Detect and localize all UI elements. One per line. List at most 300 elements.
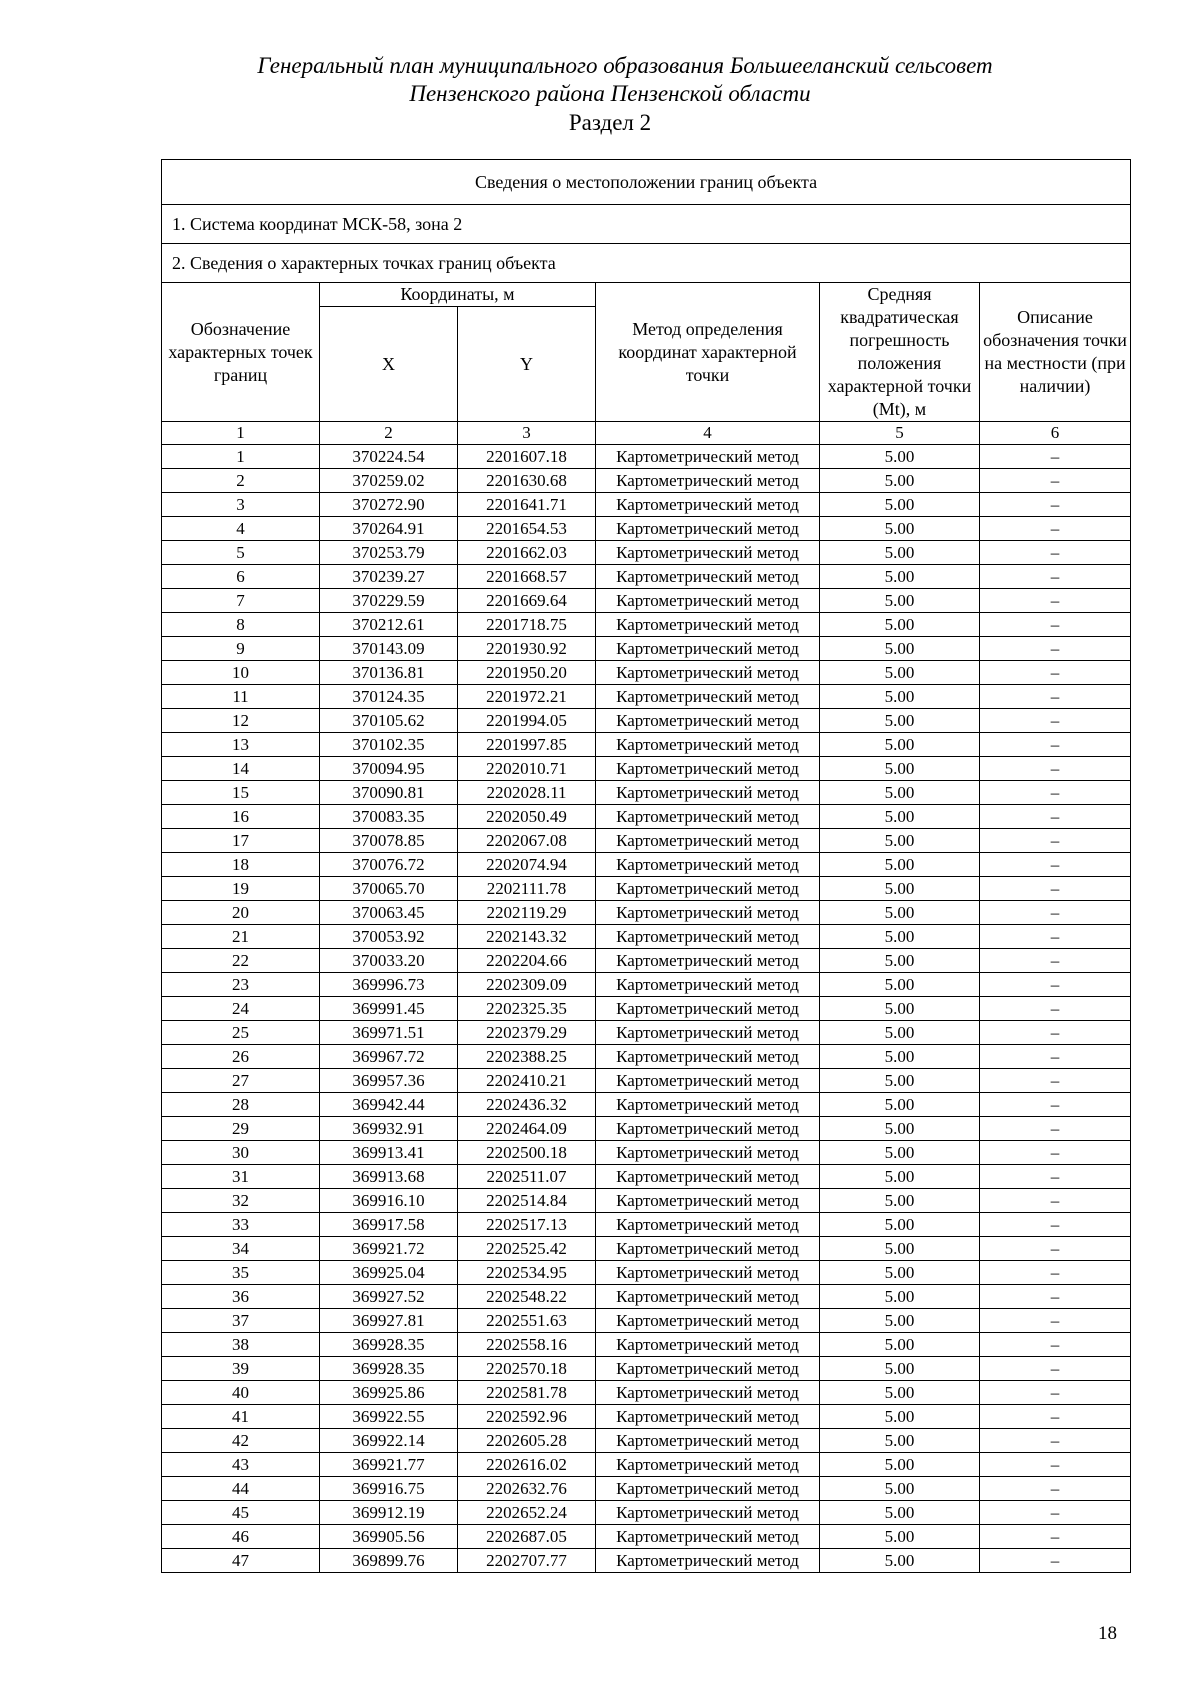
x-coordinate-cell: 370090.81 <box>320 781 458 805</box>
description-cell: – <box>980 1117 1131 1141</box>
error-cell: 5.00 <box>820 853 980 877</box>
method-cell: Картометрический метод <box>596 589 820 613</box>
method-cell: Картометрический метод <box>596 565 820 589</box>
document-title: Генеральный план муниципального образования Большееланский сельсовет <box>257 53 993 78</box>
col-header-method: Метод определения координат характерной точки <box>596 283 820 422</box>
description-cell: – <box>980 1405 1131 1429</box>
method-cell: Картометрический метод <box>596 1261 820 1285</box>
point-id-cell: 12 <box>162 709 320 733</box>
col-header-description: Описание обозначения точки на местности (при наличии) <box>980 283 1131 422</box>
point-id-cell: 41 <box>162 1405 320 1429</box>
x-coordinate-cell: 369921.72 <box>320 1237 458 1261</box>
x-coordinate-cell: 370212.61 <box>320 613 458 637</box>
column-number: 6 <box>980 422 1131 445</box>
description-cell: – <box>980 1069 1131 1093</box>
col-header-error: Средняя квадратическая погрешность положения характерной точки (Mt), м <box>820 283 980 422</box>
method-cell: Картометрический метод <box>596 493 820 517</box>
point-id-cell: 25 <box>162 1021 320 1045</box>
col-header-coords: Координаты, м <box>320 283 596 307</box>
method-cell: Картометрический метод <box>596 1405 820 1429</box>
error-cell: 5.00 <box>820 1069 980 1093</box>
x-coordinate-cell: 369913.41 <box>320 1141 458 1165</box>
method-cell: Картометрический метод <box>596 901 820 925</box>
x-coordinate-cell: 369927.81 <box>320 1309 458 1333</box>
table-row <box>162 1477 1131 1501</box>
description-cell: – <box>980 1093 1131 1117</box>
table-row <box>162 1213 1131 1237</box>
col-header-y: Y <box>458 307 596 422</box>
table-row <box>162 733 1131 757</box>
method-cell: Картометрический метод <box>596 1165 820 1189</box>
y-coordinate-cell: 2202605.28 <box>458 1429 596 1453</box>
description-cell: – <box>980 685 1131 709</box>
method-cell: Картометрический метод <box>596 829 820 853</box>
method-cell: Картометрический метод <box>596 805 820 829</box>
description-cell: – <box>980 1189 1131 1213</box>
error-cell: 5.00 <box>820 973 980 997</box>
y-coordinate-cell: 2202111.78 <box>458 877 596 901</box>
y-coordinate-cell: 2202436.32 <box>458 1093 596 1117</box>
x-coordinate-cell: 370083.35 <box>320 805 458 829</box>
x-coordinate-cell: 369967.72 <box>320 1045 458 1069</box>
table-row <box>162 565 1131 589</box>
table-row <box>162 1237 1131 1261</box>
y-coordinate-cell: 2201662.03 <box>458 541 596 565</box>
y-coordinate-cell: 2202050.49 <box>458 805 596 829</box>
y-coordinate-cell: 2202074.94 <box>458 853 596 877</box>
error-cell: 5.00 <box>820 1117 980 1141</box>
point-id-cell: 31 <box>162 1165 320 1189</box>
point-id-cell: 24 <box>162 997 320 1021</box>
y-coordinate-cell: 2202548.22 <box>458 1285 596 1309</box>
x-coordinate-cell: 369905.56 <box>320 1525 458 1549</box>
method-cell: Картометрический метод <box>596 1093 820 1117</box>
error-cell: 5.00 <box>820 1141 980 1165</box>
point-id-cell: 35 <box>162 1261 320 1285</box>
point-id-cell: 26 <box>162 1045 320 1069</box>
method-cell: Картометрический метод <box>596 733 820 757</box>
x-coordinate-cell: 369922.55 <box>320 1405 458 1429</box>
y-coordinate-cell: 2202687.05 <box>458 1525 596 1549</box>
method-cell: Картометрический метод <box>596 1141 820 1165</box>
table-row <box>162 1285 1131 1309</box>
method-cell: Картометрический метод <box>596 709 820 733</box>
point-id-cell: 47 <box>162 1549 320 1573</box>
x-coordinate-cell: 369925.04 <box>320 1261 458 1285</box>
method-cell: Картометрический метод <box>596 997 820 1021</box>
x-coordinate-cell: 370264.91 <box>320 517 458 541</box>
x-coordinate-cell: 369928.35 <box>320 1333 458 1357</box>
error-cell: 5.00 <box>820 925 980 949</box>
y-coordinate-cell: 2202551.63 <box>458 1309 596 1333</box>
table-row <box>162 1549 1131 1573</box>
point-id-cell: 2 <box>162 469 320 493</box>
table-row <box>162 1405 1131 1429</box>
description-cell: – <box>980 781 1131 805</box>
description-cell: – <box>980 1285 1131 1309</box>
method-cell: Картометрический метод <box>596 1453 820 1477</box>
table-row <box>162 949 1131 973</box>
error-cell: 5.00 <box>820 949 980 973</box>
document-header <box>0 52 1200 138</box>
error-cell: 5.00 <box>820 757 980 781</box>
y-coordinate-cell: 2202379.29 <box>458 1021 596 1045</box>
description-cell: – <box>980 925 1131 949</box>
table-row <box>162 1333 1131 1357</box>
table-row <box>162 613 1131 637</box>
description-cell: – <box>980 709 1131 733</box>
point-id-cell: 43 <box>162 1453 320 1477</box>
table-row <box>162 901 1131 925</box>
point-id-cell: 16 <box>162 805 320 829</box>
description-cell: – <box>980 1237 1131 1261</box>
description-cell: – <box>980 1045 1131 1069</box>
y-coordinate-cell: 2201668.57 <box>458 565 596 589</box>
error-cell: 5.00 <box>820 1333 980 1357</box>
description-cell: – <box>980 661 1131 685</box>
point-id-cell: 15 <box>162 781 320 805</box>
method-cell: Картометрический метод <box>596 1501 820 1525</box>
description-cell: – <box>980 901 1131 925</box>
table-row <box>162 853 1131 877</box>
table-row <box>162 1069 1131 1093</box>
column-number: 3 <box>458 422 596 445</box>
x-coordinate-cell: 370224.54 <box>320 445 458 469</box>
x-coordinate-cell: 369932.91 <box>320 1117 458 1141</box>
y-coordinate-cell: 2201997.85 <box>458 733 596 757</box>
x-coordinate-cell: 369927.52 <box>320 1285 458 1309</box>
description-cell: – <box>980 853 1131 877</box>
table-row <box>162 517 1131 541</box>
table-row <box>162 637 1131 661</box>
x-coordinate-cell: 370253.79 <box>320 541 458 565</box>
error-cell: 5.00 <box>820 589 980 613</box>
table-row <box>162 877 1131 901</box>
y-coordinate-cell: 2202500.18 <box>458 1141 596 1165</box>
x-coordinate-cell: 369917.58 <box>320 1213 458 1237</box>
y-coordinate-cell: 2202410.21 <box>458 1069 596 1093</box>
table-caption: Сведения о местоположении границ объекта <box>162 160 1131 205</box>
x-coordinate-cell: 369996.73 <box>320 973 458 997</box>
table-row <box>162 1357 1131 1381</box>
table-row <box>162 1165 1131 1189</box>
method-cell: Картометрический метод <box>596 1477 820 1501</box>
table-row <box>162 1261 1131 1285</box>
point-id-cell: 38 <box>162 1333 320 1357</box>
description-cell: – <box>980 757 1131 781</box>
y-coordinate-cell: 2202010.71 <box>458 757 596 781</box>
description-cell: – <box>980 1141 1131 1165</box>
method-cell: Картометрический метод <box>596 613 820 637</box>
y-coordinate-cell: 2202517.13 <box>458 1213 596 1237</box>
method-cell: Картометрический метод <box>596 1237 820 1261</box>
x-coordinate-cell: 369928.35 <box>320 1357 458 1381</box>
table-row <box>162 1141 1131 1165</box>
error-cell: 5.00 <box>820 1285 980 1309</box>
error-cell: 5.00 <box>820 1165 980 1189</box>
y-coordinate-cell: 2202652.24 <box>458 1501 596 1525</box>
point-id-cell: 29 <box>162 1117 320 1141</box>
error-cell: 5.00 <box>820 1381 980 1405</box>
table-row <box>162 493 1131 517</box>
point-id-cell: 10 <box>162 661 320 685</box>
point-id-cell: 5 <box>162 541 320 565</box>
point-id-cell: 22 <box>162 949 320 973</box>
y-coordinate-cell: 2202143.32 <box>458 925 596 949</box>
table-row <box>162 589 1131 613</box>
error-cell: 5.00 <box>820 829 980 853</box>
error-cell: 5.00 <box>820 781 980 805</box>
error-cell: 5.00 <box>820 685 980 709</box>
x-coordinate-cell: 369916.75 <box>320 1477 458 1501</box>
error-cell: 5.00 <box>820 901 980 925</box>
x-coordinate-cell: 370136.81 <box>320 661 458 685</box>
description-cell: – <box>980 973 1131 997</box>
method-cell: Картометрический метод <box>596 1333 820 1357</box>
point-id-cell: 32 <box>162 1189 320 1213</box>
point-id-cell: 42 <box>162 1429 320 1453</box>
error-cell: 5.00 <box>820 1093 980 1117</box>
table-row <box>162 973 1131 997</box>
x-coordinate-cell: 370063.45 <box>320 901 458 925</box>
error-cell: 5.00 <box>820 1525 980 1549</box>
error-cell: 5.00 <box>820 709 980 733</box>
point-id-cell: 9 <box>162 637 320 661</box>
description-cell: – <box>980 541 1131 565</box>
table-row <box>162 1117 1131 1141</box>
error-cell: 5.00 <box>820 541 980 565</box>
page-number: 18 <box>1098 1623 1117 1644</box>
method-cell: Картометрический метод <box>596 1189 820 1213</box>
point-id-cell: 28 <box>162 1093 320 1117</box>
table-row <box>162 805 1131 829</box>
y-coordinate-cell: 2202028.11 <box>458 781 596 805</box>
x-coordinate-cell: 370105.62 <box>320 709 458 733</box>
x-coordinate-cell: 369913.68 <box>320 1165 458 1189</box>
method-cell: Картометрический метод <box>596 661 820 685</box>
method-cell: Картометрический метод <box>596 1357 820 1381</box>
y-coordinate-cell: 2202534.95 <box>458 1261 596 1285</box>
point-id-cell: 45 <box>162 1501 320 1525</box>
section-points-heading: 2. Сведения о характерных точках границ объекта <box>162 244 1131 283</box>
error-cell: 5.00 <box>820 1501 980 1525</box>
error-cell: 5.00 <box>820 565 980 589</box>
point-id-cell: 33 <box>162 1213 320 1237</box>
method-cell: Картометрический метод <box>596 541 820 565</box>
table-row <box>162 1381 1131 1405</box>
col-header-x: X <box>320 307 458 422</box>
point-id-cell: 39 <box>162 1357 320 1381</box>
x-coordinate-cell: 370143.09 <box>320 637 458 661</box>
y-coordinate-cell: 2202525.42 <box>458 1237 596 1261</box>
x-coordinate-cell: 369942.44 <box>320 1093 458 1117</box>
description-cell: – <box>980 637 1131 661</box>
x-coordinate-cell: 370033.20 <box>320 949 458 973</box>
description-cell: – <box>980 1525 1131 1549</box>
method-cell: Картометрический метод <box>596 1045 820 1069</box>
point-id-cell: 4 <box>162 517 320 541</box>
table-row <box>162 685 1131 709</box>
x-coordinate-cell: 369991.45 <box>320 997 458 1021</box>
x-coordinate-cell: 370076.72 <box>320 853 458 877</box>
boundary-points-table <box>161 159 1131 1573</box>
table-row <box>162 1429 1131 1453</box>
y-coordinate-cell: 2202511.07 <box>458 1165 596 1189</box>
x-coordinate-cell: 370065.70 <box>320 877 458 901</box>
y-coordinate-cell: 2201950.20 <box>458 661 596 685</box>
x-coordinate-cell: 370102.35 <box>320 733 458 757</box>
x-coordinate-cell: 370272.90 <box>320 493 458 517</box>
method-cell: Картометрический метод <box>596 1285 820 1309</box>
error-cell: 5.00 <box>820 1429 980 1453</box>
y-coordinate-cell: 2202570.18 <box>458 1357 596 1381</box>
y-coordinate-cell: 2202616.02 <box>458 1453 596 1477</box>
point-id-cell: 40 <box>162 1381 320 1405</box>
description-cell: – <box>980 1501 1131 1525</box>
description-cell: – <box>980 805 1131 829</box>
description-cell: – <box>980 1309 1131 1333</box>
error-cell: 5.00 <box>820 877 980 901</box>
point-id-cell: 17 <box>162 829 320 853</box>
method-cell: Картометрический метод <box>596 925 820 949</box>
table-row <box>162 781 1131 805</box>
point-id-cell: 37 <box>162 1309 320 1333</box>
description-cell: – <box>980 469 1131 493</box>
error-cell: 5.00 <box>820 1237 980 1261</box>
table-row <box>162 1501 1131 1525</box>
description-cell: – <box>980 517 1131 541</box>
error-cell: 5.00 <box>820 1309 980 1333</box>
table-row <box>162 541 1131 565</box>
error-cell: 5.00 <box>820 1549 980 1573</box>
point-id-cell: 23 <box>162 973 320 997</box>
y-coordinate-cell: 2202119.29 <box>458 901 596 925</box>
method-cell: Картометрический метод <box>596 1549 820 1573</box>
description-cell: – <box>980 1213 1131 1237</box>
column-numbers-row <box>162 422 1131 445</box>
method-cell: Картометрический метод <box>596 757 820 781</box>
column-number: 2 <box>320 422 458 445</box>
description-cell: – <box>980 877 1131 901</box>
point-id-cell: 46 <box>162 1525 320 1549</box>
point-id-cell: 3 <box>162 493 320 517</box>
point-id-cell: 44 <box>162 1477 320 1501</box>
error-cell: 5.00 <box>820 1405 980 1429</box>
description-cell: – <box>980 997 1131 1021</box>
point-id-cell: 30 <box>162 1141 320 1165</box>
point-id-cell: 20 <box>162 901 320 925</box>
table-row <box>162 829 1131 853</box>
point-id-cell: 34 <box>162 1237 320 1261</box>
column-number: 5 <box>820 422 980 445</box>
x-coordinate-cell: 370124.35 <box>320 685 458 709</box>
method-cell: Картометрический метод <box>596 1069 820 1093</box>
method-cell: Картометрический метод <box>596 517 820 541</box>
method-cell: Картометрический метод <box>596 1021 820 1045</box>
error-cell: 5.00 <box>820 733 980 757</box>
description-cell: – <box>980 493 1131 517</box>
point-id-cell: 14 <box>162 757 320 781</box>
error-cell: 5.00 <box>820 661 980 685</box>
y-coordinate-cell: 2201718.75 <box>458 613 596 637</box>
x-coordinate-cell: 369921.77 <box>320 1453 458 1477</box>
table-row <box>162 445 1131 469</box>
point-id-cell: 19 <box>162 877 320 901</box>
error-cell: 5.00 <box>820 1261 980 1285</box>
y-coordinate-cell: 2201607.18 <box>458 445 596 469</box>
x-coordinate-cell: 369922.14 <box>320 1429 458 1453</box>
x-coordinate-cell: 369971.51 <box>320 1021 458 1045</box>
point-id-cell: 11 <box>162 685 320 709</box>
y-coordinate-cell: 2202325.35 <box>458 997 596 1021</box>
table-row <box>162 1189 1131 1213</box>
error-cell: 5.00 <box>820 1453 980 1477</box>
y-coordinate-cell: 2202581.78 <box>458 1381 596 1405</box>
point-id-cell: 21 <box>162 925 320 949</box>
y-coordinate-cell: 2202388.25 <box>458 1045 596 1069</box>
method-cell: Картометрический метод <box>596 949 820 973</box>
x-coordinate-cell: 369925.86 <box>320 1381 458 1405</box>
y-coordinate-cell: 2201654.53 <box>458 517 596 541</box>
description-cell: – <box>980 1357 1131 1381</box>
description-cell: – <box>980 1453 1131 1477</box>
table-row <box>162 1453 1131 1477</box>
x-coordinate-cell: 370229.59 <box>320 589 458 613</box>
description-cell: – <box>980 949 1131 973</box>
method-cell: Картометрический метод <box>596 973 820 997</box>
description-cell: – <box>980 1477 1131 1501</box>
error-cell: 5.00 <box>820 1357 980 1381</box>
description-cell: – <box>980 733 1131 757</box>
error-cell: 5.00 <box>820 1189 980 1213</box>
description-cell: – <box>980 1381 1131 1405</box>
y-coordinate-cell: 2202514.84 <box>458 1189 596 1213</box>
col-header-point: Обозначение характерных точек границ <box>162 283 320 422</box>
table-row <box>162 661 1131 685</box>
method-cell: Картометрический метод <box>596 1525 820 1549</box>
table-row <box>162 1021 1131 1045</box>
x-coordinate-cell: 369912.19 <box>320 1501 458 1525</box>
method-cell: Картометрический метод <box>596 853 820 877</box>
point-id-cell: 13 <box>162 733 320 757</box>
point-id-cell: 36 <box>162 1285 320 1309</box>
error-cell: 5.00 <box>820 445 980 469</box>
x-coordinate-cell: 369916.10 <box>320 1189 458 1213</box>
table-row <box>162 469 1131 493</box>
error-cell: 5.00 <box>820 1021 980 1045</box>
y-coordinate-cell: 2201930.92 <box>458 637 596 661</box>
error-cell: 5.00 <box>820 1045 980 1069</box>
table-row <box>162 709 1131 733</box>
x-coordinate-cell: 370259.02 <box>320 469 458 493</box>
y-coordinate-cell: 2201669.64 <box>458 589 596 613</box>
y-coordinate-cell: 2201972.21 <box>458 685 596 709</box>
x-coordinate-cell: 370078.85 <box>320 829 458 853</box>
error-cell: 5.00 <box>820 517 980 541</box>
y-coordinate-cell: 2201994.05 <box>458 709 596 733</box>
x-coordinate-cell: 370053.92 <box>320 925 458 949</box>
description-cell: – <box>980 613 1131 637</box>
y-coordinate-cell: 2202204.66 <box>458 949 596 973</box>
table-row <box>162 1309 1131 1333</box>
error-cell: 5.00 <box>820 997 980 1021</box>
column-number: 1 <box>162 422 320 445</box>
x-coordinate-cell: 370239.27 <box>320 565 458 589</box>
description-cell: – <box>980 1261 1131 1285</box>
method-cell: Картометрический метод <box>596 1381 820 1405</box>
y-coordinate-cell: 2202707.77 <box>458 1549 596 1573</box>
point-id-cell: 1 <box>162 445 320 469</box>
